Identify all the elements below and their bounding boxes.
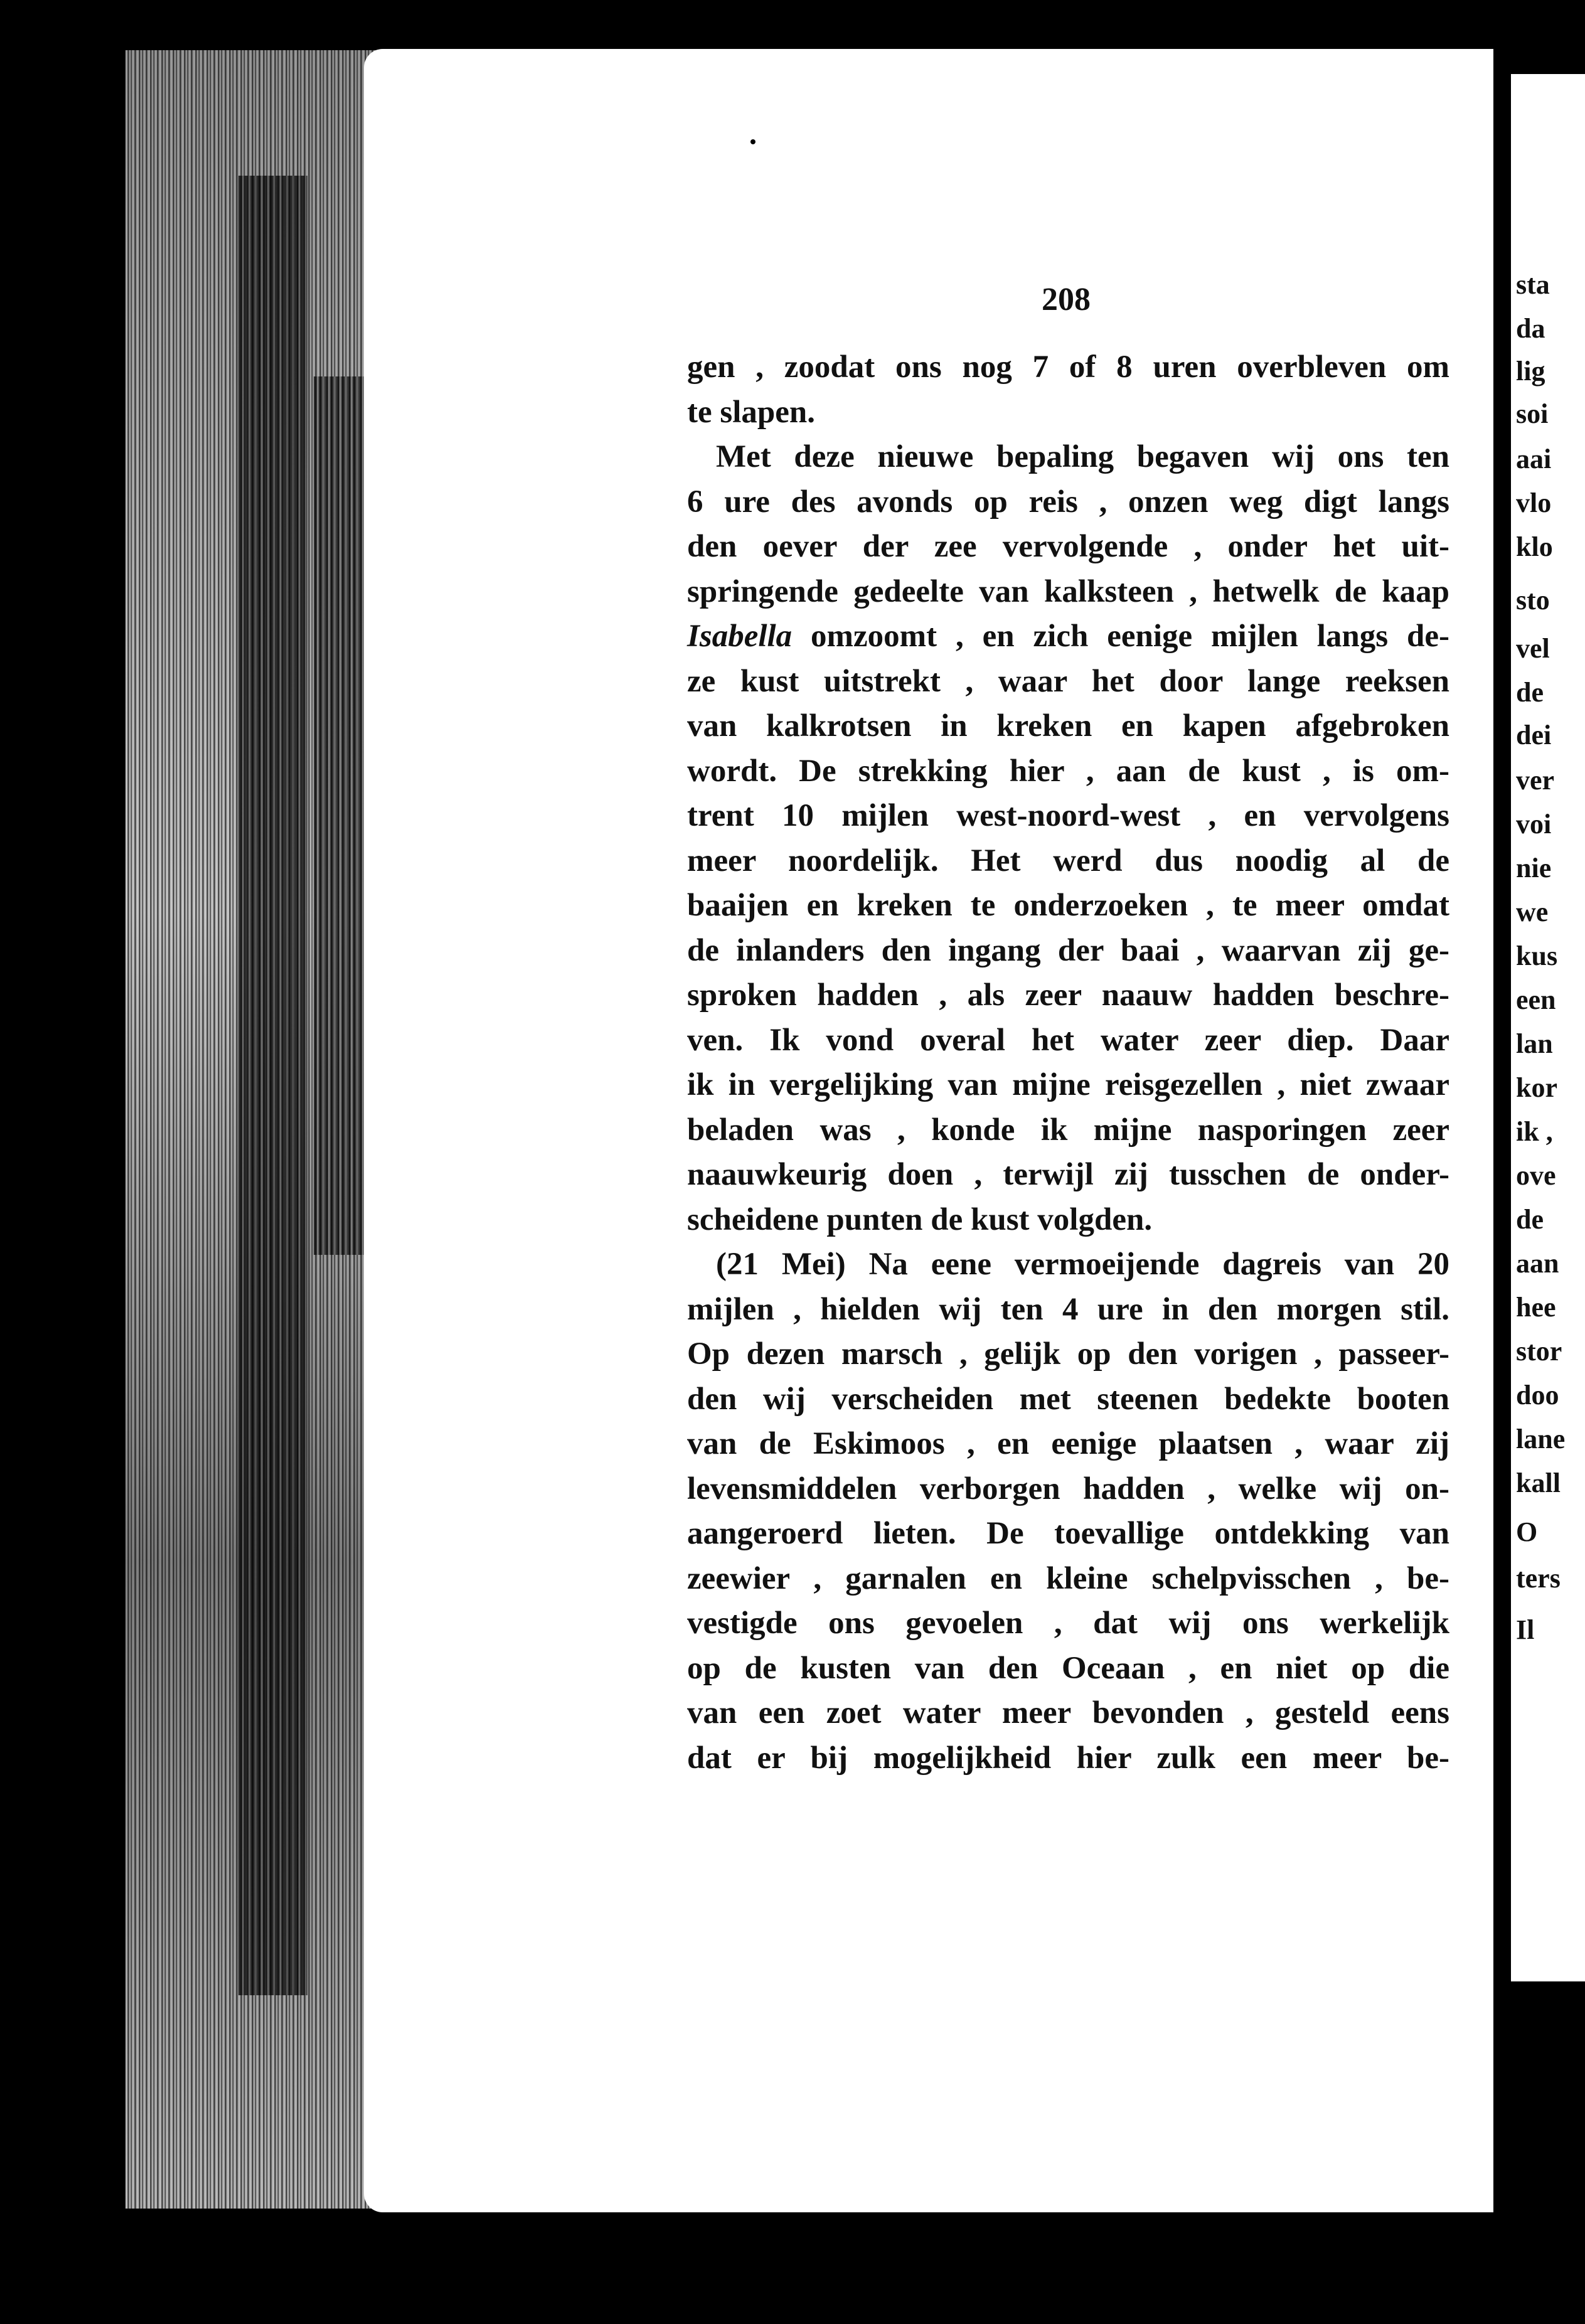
text-line: [687, 614, 1449, 659]
text-line-content: 6 ure des avonds op reis , onzen weg digt langs: [687, 484, 1449, 520]
facing-page-fragment: ver: [1516, 765, 1555, 796]
facing-page-fragment: ters: [1516, 1563, 1561, 1594]
text-line-content: Met deze nieuwe bepaling begaven wij ons ten: [716, 439, 1449, 474]
text-line-content: scheidene punten de kust volgden.: [687, 1202, 1153, 1237]
facing-page-fragment: kor: [1516, 1072, 1557, 1103]
text-line-content: springende gedeelte van kalksteen , hetwelk de kaap: [687, 573, 1449, 609]
text-line-content: naauwkeurig doen , terwijl zij tusschen de onder-: [687, 1157, 1449, 1192]
text-line: [687, 570, 1449, 615]
text-line-content: gen , zoodat ons nog 7 of 8 uren overbleven om: [687, 349, 1449, 385]
text-line: [687, 839, 1449, 884]
facing-page-fragment: de: [1516, 677, 1544, 708]
text-line-content: ven. Ik vond overal het water zeer diep. Daar: [687, 1022, 1449, 1058]
text-line: [687, 749, 1449, 794]
facing-page-fragment: kus: [1516, 941, 1558, 971]
text-line-content: op de kusten van den Oceaan , en niet op die: [687, 1650, 1449, 1686]
text-line-content: vestigde ons gevoelen , dat wij ons werkelijk: [687, 1606, 1449, 1641]
text-line-content: baaijen en kreken te onderzoeken , te meer omdat: [687, 888, 1449, 923]
text-line: [687, 1646, 1449, 1692]
text-line-content: aangeroerd lieten. De toevallige ontdekking van: [687, 1516, 1449, 1551]
text-line: [687, 1601, 1449, 1646]
facing-page-fragment: lan: [1516, 1028, 1553, 1059]
facing-page-fragment: de: [1516, 1204, 1544, 1235]
facing-page-fragment: soi: [1516, 398, 1549, 429]
facing-page-fragment: hee: [1516, 1292, 1556, 1323]
text-line: [687, 1557, 1449, 1602]
text-line-content: meer noordelijk. Het werd dus noodig al de: [687, 843, 1449, 878]
fore-edge-dark-band: [238, 176, 307, 1995]
facing-page-fragment: dei: [1516, 720, 1552, 750]
text-line: [687, 929, 1449, 974]
text-line-content: trent 10 mijlen west-noord-west , en vervolgens: [687, 798, 1449, 833]
text-line: [687, 973, 1449, 1018]
facing-page-fragment: lane: [1516, 1424, 1566, 1454]
text-line-content: levensmiddelen verborgen hadden , welke wij on-: [687, 1471, 1449, 1506]
text-line: [687, 1242, 1449, 1287]
text-line-content: den oever der zee vervolgende , onder het uit-: [687, 529, 1449, 564]
text-line: [687, 1691, 1449, 1736]
facing-page-fragment: ik ,: [1516, 1116, 1553, 1147]
facing-page-fragment: stor: [1516, 1336, 1562, 1367]
facing-page-fragment: we: [1516, 897, 1549, 927]
text-line: [687, 345, 1449, 390]
text-line-content: te slapen.: [687, 394, 815, 430]
facing-page-fragment: voi: [1516, 809, 1552, 840]
text-line: [687, 883, 1449, 929]
text-line: [687, 1332, 1449, 1377]
text-line-content: Op dezen marsch , gelijk op den vorigen , passeer-: [687, 1336, 1449, 1372]
text-line-content: ik in vergelijking van mijne reisgezellen , niet zwaar: [687, 1067, 1449, 1102]
facing-page-fragment: sta: [1516, 269, 1550, 300]
facing-page-fragment: ove: [1516, 1160, 1556, 1191]
text-line-content: van kalkrotsen in kreken en kapen afgebroken: [687, 708, 1449, 744]
text-line: [687, 1198, 1449, 1243]
text-line: [687, 1153, 1449, 1198]
text-line: [687, 1422, 1449, 1467]
facing-page-fragment: kall: [1516, 1468, 1561, 1498]
facing-page-fragment: da: [1516, 313, 1545, 344]
facing-page-fragment: lig: [1516, 356, 1545, 386]
italic-place-name: Isabella: [687, 619, 793, 654]
text-line: [687, 1511, 1449, 1557]
facing-page-fragment: nie: [1516, 853, 1552, 883]
text-line-content: sproken hadden , als zeer naauw hadden beschre-: [687, 978, 1449, 1013]
text-line: [687, 525, 1449, 570]
facing-page-fragment: aan: [1516, 1248, 1559, 1279]
fore-edge-dark-band: [314, 376, 364, 1255]
facing-page-fragment: Il: [1516, 1614, 1535, 1645]
text-line: [687, 1287, 1449, 1333]
facing-page-fragment: klo: [1516, 531, 1553, 562]
text-line-content: beladen was , konde ik mijne nasporingen zeer: [687, 1112, 1449, 1148]
text-line: [687, 1063, 1449, 1108]
facing-page-fragment: een: [1516, 984, 1556, 1015]
text-line: [687, 1018, 1449, 1063]
text-line-content: ze kust uitstrekt , waar het door lange reeksen: [687, 663, 1449, 699]
text-line-content: van de Eskimoos , en eenige plaatsen , waar zij: [687, 1426, 1449, 1461]
text-line-content: wordt. De strekking hier , aan de kust , is om-: [687, 753, 1449, 789]
dust-speck: [750, 139, 755, 144]
text-line: [687, 1736, 1449, 1781]
text-line: [687, 794, 1449, 839]
text-line: [687, 1108, 1449, 1153]
text-line: [687, 390, 1449, 435]
text-line: [687, 659, 1449, 705]
text-line: [687, 1467, 1449, 1512]
text-line-content: omzoomt , en zich eenige mijlen langs de-: [792, 619, 1449, 654]
facing-page-fragment: vlo: [1516, 488, 1552, 518]
text-line-content: (21 Mei) Na eene vermoeijende dagreis van 20: [716, 1247, 1449, 1282]
facing-page-fragment: sto: [1516, 585, 1550, 616]
text-line-content: zeewier , garnalen en kleine schelpvisschen , be-: [687, 1560, 1449, 1596]
text-line: [687, 704, 1449, 749]
facing-page-fragment: doo: [1516, 1380, 1559, 1410]
text-line-content: den wij verscheiden met steenen bedekte booten: [687, 1381, 1449, 1417]
body-text: [687, 345, 1449, 1781]
text-line-content: de inlanders den ingang der baai , waarvan zij ge-: [687, 932, 1449, 968]
text-line: [687, 480, 1449, 525]
facing-page-fragment: vel: [1516, 633, 1550, 664]
text-line: [687, 1377, 1449, 1422]
text-line: [687, 435, 1449, 480]
text-line-content: dat er bij mogelijkheid hier zulk een meer be-: [687, 1740, 1449, 1776]
facing-page-fragment: aai: [1516, 444, 1552, 474]
page-number: 208: [1042, 282, 1091, 317]
facing-page-edge: [1511, 74, 1585, 1981]
facing-page-fragment: O: [1516, 1516, 1538, 1547]
text-line-content: mijlen , hielden wij ten 4 ure in den morgen stil.: [687, 1291, 1449, 1327]
text-line-content: van een zoet water meer bevonden , gesteld eens: [687, 1695, 1449, 1730]
